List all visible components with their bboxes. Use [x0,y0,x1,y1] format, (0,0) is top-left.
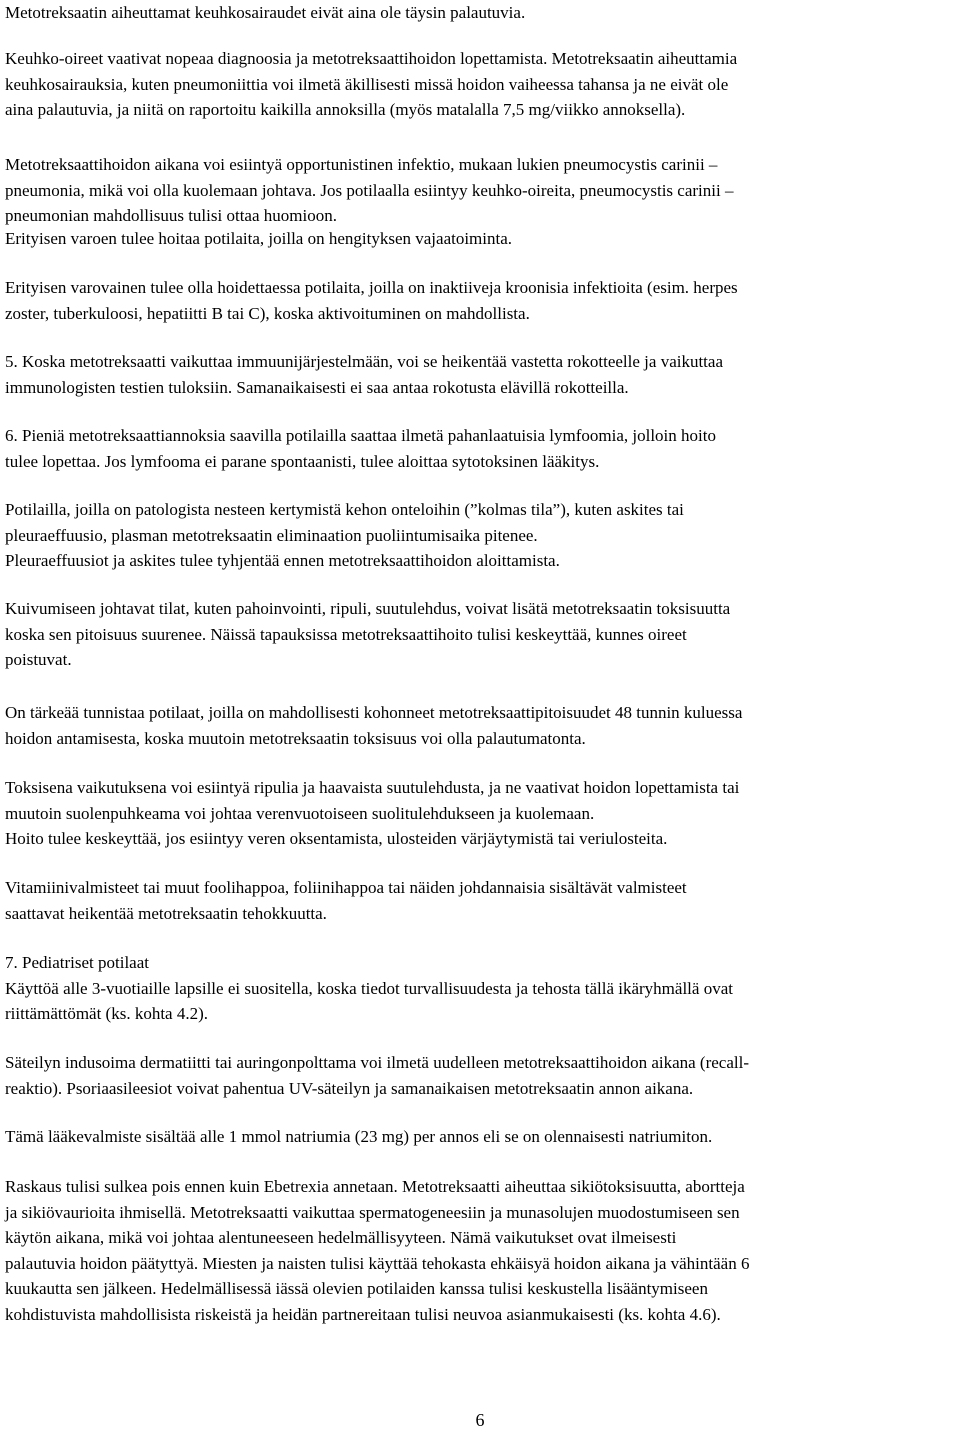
text-line: pleuraeffuusio, plasman metotreksaatin eliminaation puoliintumisaika pitenee. [5,525,538,545]
text-line: 5. Koska metotreksaatti vaikuttaa immuunijärjestelmään, voi se heikentää vastetta rokotteelle ja vaikuttaa [5,352,724,371]
text-line: Erityisen varovainen tulee olla hoidettaessa potilaita, joilla on inaktiiveja kroonisia infektioita (esim. herpes [5,278,738,297]
text-line: poistuvat. [5,650,72,669]
text-line: Metotreksaatin aiheuttamat keuhkosairaudet eivät aina ole täysin palautuvia. [5,3,526,22]
text-line: Säteilyn indusoima dermatiitti tai auringonpolttama voi ilmetä uudelleen metotreksaattihoidon aikana (recall- [5,1053,749,1072]
paragraph [5,46,956,123]
text-line: On tärkeää tunnistaa potilaat, joilla on mahdollisesti kohonneet metotreksaattipitoisuudet 48 tunnin kuluessa [5,703,743,722]
text-line: aina palautuvia, ja niitä on raportoitu kaikilla annoksilla (myös matalalla 7,5 mg/viikko annoksella). [5,100,686,119]
paragraph [5,875,956,926]
paragraph [5,700,956,751]
text-line: tulee lopettaa. Jos lymfooma ei parane spontaanisti, tulee aloittaa sytotoksinen lääkitys. [5,451,600,471]
text-line: riittämättömät (ks. kohta 4.2). [5,1004,209,1023]
paragraph [5,1174,956,1327]
paragraph [5,497,956,574]
text-line: pneumonian mahdollisuus tulisi ottaa huomioon. [5,206,337,225]
text-line: zoster, tuberkuloosi, hepatiitti B tai C), koska aktivoituminen on mahdollista. [5,303,530,323]
paragraph [5,596,956,673]
paragraph [5,1050,956,1101]
text-line: käytön aikana, mikä voi johtaa alentuneeseen hedelmällisyyteen. Nämä vaikutukset ovat ilmeisesti [5,1228,677,1247]
text-line: Hoito tulee keskeyttää, jos esiintyy veren oksentamista, ulosteiden värjäytymistä tai veriulosteita. [5,829,668,848]
text-line: kohdistuvista mahdollisista riskeistä ja heidän partnereitaan tulisi neuvoa asianmukaisesti (ks. kohta 4.6). [5,1304,721,1324]
text-line: palautuvia hoidon päätyttyä. Miesten ja naisten tulisi käyttää tehokasta ehkäisyä hoidon aikana ja vähintään 6 [5,1253,750,1273]
paragraph [5,226,956,252]
text-line: muutoin suolenpuhkeama voi johtaa verenvuotoiseen suolitulehdukseen ja kuolemaan. [5,803,595,823]
text-line: 7. Pediatriset potilaat [5,953,149,972]
text-line: hoidon antamisesta, koska muutoin metotreksaatin toksisuus voi olla palautumatonta. [5,728,586,748]
text-line: ja sikiövaurioita ihmisellä. Metotreksaatti vaikuttaa spermatogeneesiin ja munasolujen muodostumiseen sen [5,1202,740,1222]
text-line: pneumonia, mikä voi olla kuolemaan johtava. Jos potilaalla esiintyy keuhko-oireita, pneumocystis carinii – [5,180,734,200]
paragraph [5,1124,956,1150]
text-line: Toksisena vaikutuksena voi esiintyä ripulia ja haavaista suutulehdusta, ja ne vaativat hoidon lopettamista tai [5,778,740,797]
paragraph [5,349,956,400]
text-line: keuhkosairauksia, kuten pneumoniittia voi ilmetä äkillisesti missä hoidon vaiheessa tahansa ja ne eivät ole [5,74,729,94]
text-line: reaktio). Psoriaasileesiot voivat pahentua UV-säteilyn ja samanaikaisen metotreksaatin annon aikana. [5,1078,694,1098]
text-line: Keuhko-oireet vaativat nopeaa diagnoosia ja metotreksaattihoidon lopettamista. Metotreksaatin aiheuttamia [5,49,738,68]
paragraph [5,423,956,474]
paragraph [5,275,956,326]
text-line: Vitamiinivalmisteet tai muut foolihappoa, foliinihappoa tai näiden johdannaisia sisältävät valmisteet [5,878,687,897]
text-line: Potilailla, joilla on patologista nesteen kertymistä kehon onteloihin (”kolmas tila”), kuten askites tai [5,500,684,519]
text-line: Kuivumiseen johtavat tilat, kuten pahoinvointi, ripuli, suutulehdus, voivat lisätä metotreksaatin toksisuutta [5,599,731,618]
text-line: Erityisen varoen tulee hoitaa potilaita, joilla on hengityksen vajaatoiminta. [5,229,513,248]
text-line: koska sen pitoisuus suurenee. Näissä tapauksissa metotreksaattihoito tulisi keskeyttää, kunnes oireet [5,624,687,644]
paragraph [5,950,956,1027]
text-line: Tämä lääkevalmiste sisältää alle 1 mmol natriumia (23 mg) per annos eli se on olennaisesti natriumiton. [5,1127,713,1146]
text-line: Metotreksaattihoidon aikana voi esiintyä opportunistinen infektio, mukaan lukien pneumocystis carinii – [5,155,718,174]
paragraph [5,152,956,229]
text-line: 6. Pieniä metotreksaattiannoksia saavilla potilailla saattaa ilmetä pahanlaatuisia lymfoomia, jolloin hoito [5,426,716,445]
paragraph [5,775,956,852]
text-line: immunologisten testien tuloksiin. Samanaikaisesti ei saa antaa rokotusta elävillä rokotteilla. [5,377,629,397]
text-line: saattavat heikentää metotreksaatin tehokkuutta. [5,903,327,923]
text-line: Raskaus tulisi sulkea pois ennen kuin Ebetrexia annetaan. Metotreksaatti aiheuttaa sikiötoksisuutta, abortteja [5,1177,745,1196]
paragraph [5,0,956,26]
text-line: kuukautta sen jälkeen. Hedelmällisessä iässä olevien potilaiden kanssa tulisi keskustella lisääntymiseen [5,1279,708,1298]
text-line: Pleuraeffuusiot ja askites tulee tyhjentää ennen metotreksaattihoidon aloittamista. [5,551,560,570]
page-number: 6 [475,1410,485,1430]
text-line: Käyttöä alle 3-vuotiaille lapsille ei suositella, koska tiedot turvallisuudesta ja tehosta tällä ikäryhmällä ovat [5,978,733,998]
